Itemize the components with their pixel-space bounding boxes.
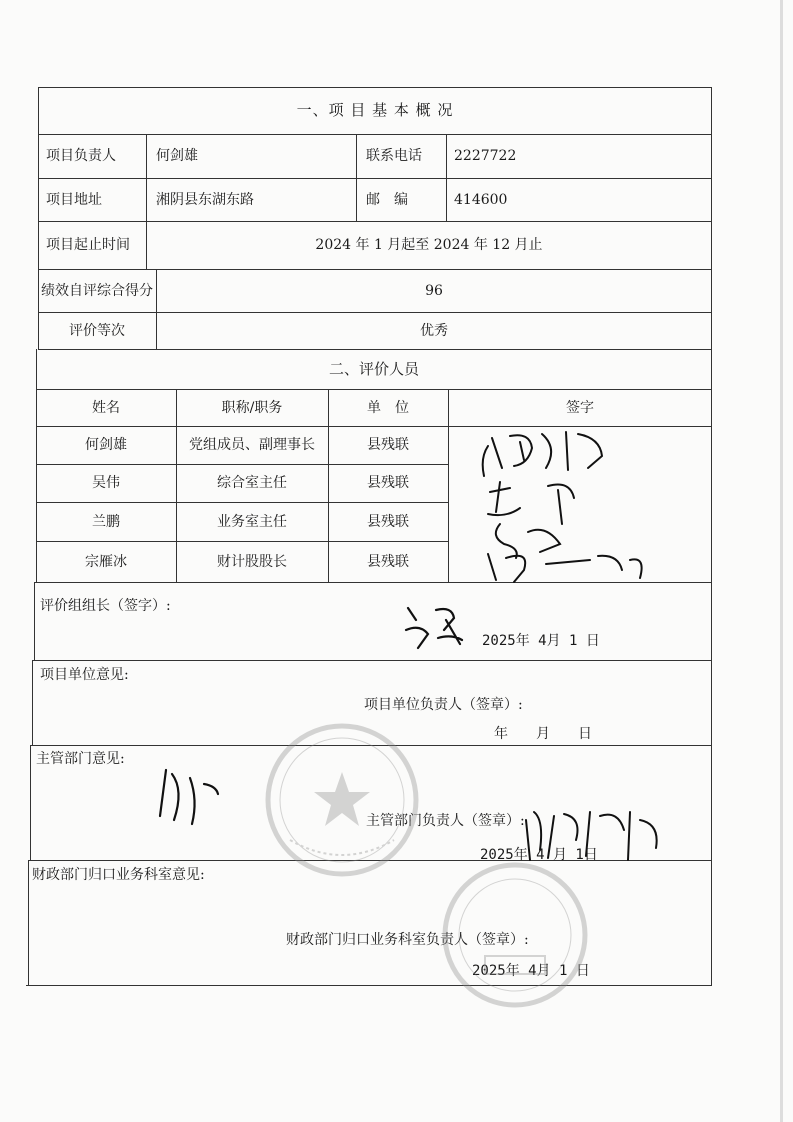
unit-date: 年 月 日 (494, 726, 592, 742)
section2-title: 二、评价人员 (328, 359, 419, 378)
evaluator-signatures (470, 428, 700, 588)
finance-bureau-seal (440, 860, 590, 1010)
person-name: 何剑雄 (85, 437, 127, 453)
header-title: 职称/职务 (221, 399, 283, 416)
phone-value: 2227722 (454, 148, 517, 164)
unit-head-label: 项目单位负责人（签章）: (364, 697, 523, 713)
person-title: 业务室主任 (217, 513, 287, 530)
dept-head-label: 主管部门负责人（签章）: (366, 813, 525, 829)
section1-title: 一、项 目 基 本 概 况 (296, 101, 454, 119)
person-title: 综合室主任 (217, 475, 287, 491)
score-label: 绩效自评综合得分 (41, 282, 153, 299)
leader-value: 何剑雄 (156, 148, 198, 164)
person-unit: 县残联 (367, 553, 409, 570)
period-value: 2024 年 1 月起至 2024 年 12 月止 (315, 237, 543, 253)
grade-label: 评价等次 (69, 322, 125, 339)
grade-value: 优秀 (420, 322, 448, 339)
scan-edge (780, 0, 783, 1122)
person-name: 宗雁冰 (85, 553, 127, 570)
leader-label: 项目负责人 (46, 148, 116, 164)
dept-opinion-label: 主管部门意见: (36, 751, 125, 767)
dept-opinion-signature (150, 760, 230, 830)
group-leader-label: 评价组组长（签字）: (40, 598, 171, 614)
finance-date: 2025年 4月 1 日 (472, 963, 590, 979)
header-name: 姓名 (92, 399, 120, 416)
unit-opinion-label: 项目单位意见: (40, 667, 129, 683)
group-leader-date: 2025年 4月 1 日 (482, 633, 600, 649)
finance-opinion-label: 财政部门归口业务科室意见: (32, 867, 205, 883)
address-label: 项目地址 (46, 191, 102, 208)
person-title: 财计股股长 (217, 553, 287, 570)
finance-head-label: 财政部门归口业务科室负责人（签章）: (286, 932, 529, 948)
postcode-value: 414600 (454, 191, 508, 208)
group-leader-signature (400, 600, 470, 655)
phone-label: 联系电话 (366, 148, 422, 164)
person-unit: 县残联 (367, 475, 409, 491)
score-value: 96 (425, 282, 443, 299)
address-value: 湘阴县东湖东路 (156, 191, 254, 208)
header-unit: 单 位 (367, 399, 409, 416)
person-name: 吴伟 (92, 475, 120, 491)
person-name: 兰鹏 (92, 513, 120, 530)
postcode-label: 邮 编 (366, 191, 408, 208)
person-title: 党组成员、副理事长 (189, 437, 315, 453)
person-unit: 县残联 (367, 437, 409, 453)
person-unit: 县残联 (367, 513, 409, 530)
disability-federation-seal (262, 720, 422, 880)
period-label: 项目起止时间 (46, 237, 130, 253)
dept-date: 2025年 4 月 1日 (480, 847, 598, 863)
header-signature: 签字 (566, 399, 594, 416)
